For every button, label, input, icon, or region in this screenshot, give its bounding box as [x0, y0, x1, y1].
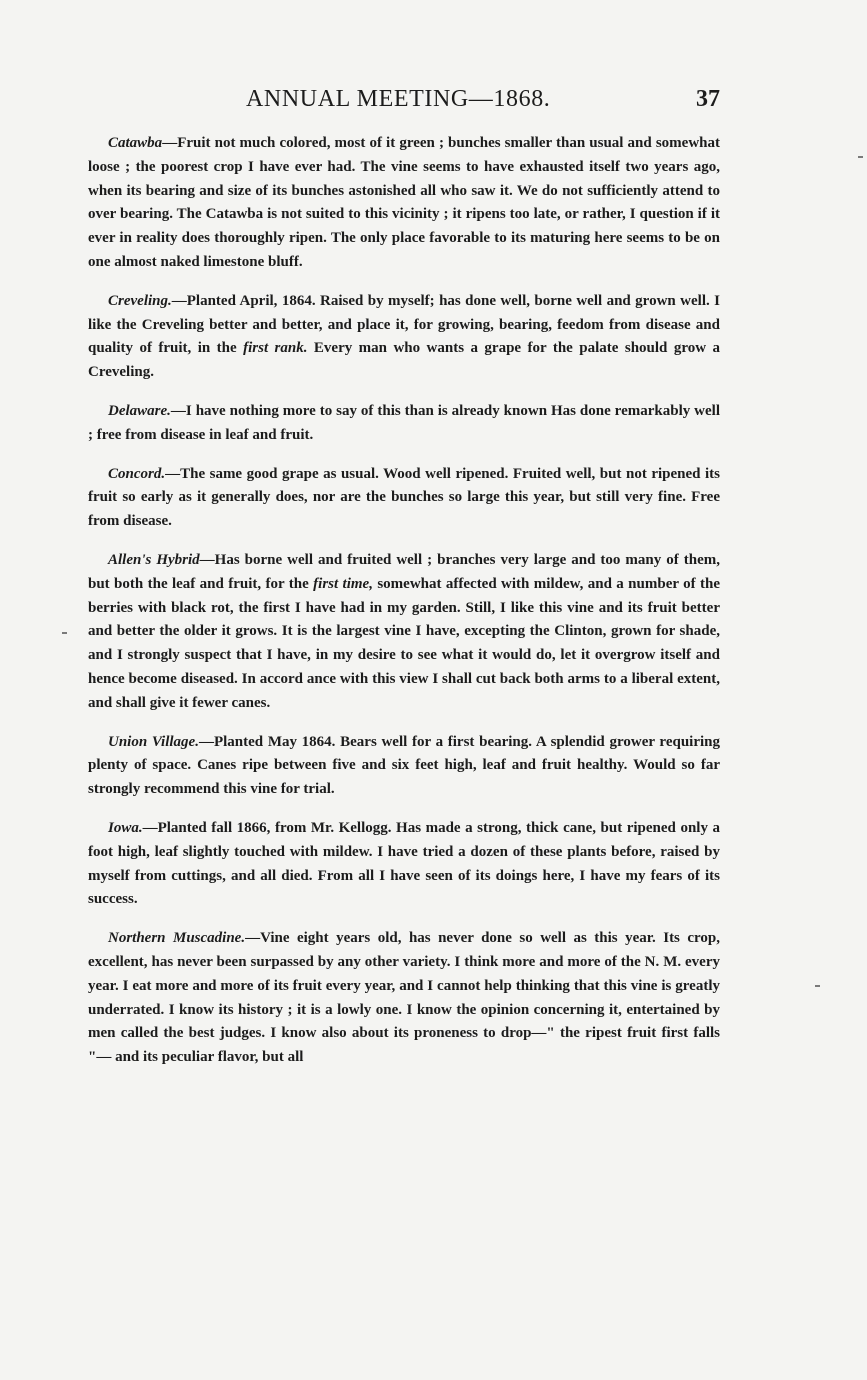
paragraph-text: —Planted May 1864. Bears well for a first bearing. A splendid grower requiring plenty of space. Canes ripe between five and six feet high, leaf and fruit healthy. Would so far strongly recommend this vine for trial.: [88, 733, 720, 798]
paragraph-text: —Has borne well and fruited well ; branches very large and too many of them, but both the leaf and fruit, for the: [88, 551, 720, 592]
paragraph-delaware: [88, 400, 720, 448]
paragraph-text: —Planted fall 1866, from Mr. Kellogg. Has made a strong, thick cane, but ripened only a foot high, leaf slightly touched with mildew. I have tried a dozen of these plants before, raised by myself from cuttings, and all died. From all I have seen of its doings here, I have my fears of its success.: [88, 819, 720, 908]
emphasis-text: first rank.: [243, 340, 308, 357]
margin-mark: [858, 156, 863, 158]
paragraph-text: —Planted April, 1864. Raised by myself; has done well, borne well and grown well. I like the Creveling better and better, and place it, for growing, bearing, feedom from disease and quality of fruit, in the: [88, 292, 720, 357]
paragraph-text-tail: Every man who wants a grape for the palate should grow a Creveling.: [88, 340, 720, 381]
paragraph-catawba: [88, 132, 720, 275]
paragraph-northern-muscadine: [88, 927, 720, 1070]
paragraph-text: —Fruit not much colored, most of it green ; bunches smaller than usual and somewhat loose ; the poorest crop I have ever had. The vine seems to have exhausted itself two years ago, when its bearing and size of its bunches astonished all who saw it. We do not sufficiently attend to over bearing. The Catawba is not suited to this vicinity ; it ripens too late, or rather, I question if it ever in reality does thoroughly ripen. The only place favorable to its maturing here seems to be on one almost naked limestone bluff.: [88, 135, 720, 270]
variety-name: Allen's Hybrid: [108, 551, 200, 568]
margin-mark: [815, 985, 820, 987]
paragraph-union-village: [88, 731, 720, 802]
page-number: 37: [696, 86, 720, 112]
paragraph-creveling: [88, 290, 720, 385]
variety-name: Iowa.: [108, 819, 143, 836]
paragraph-concord: [88, 463, 720, 534]
body-text: [88, 132, 720, 1085]
running-title: ANNUAL MEETING—1868.: [246, 86, 551, 112]
paragraph-text: —The same good grape as usual. Wood well ripened. Fruited well, but not ripened its fruit so early as it generally does, nor are the bunches so large this year, but still very fine. Free from disease.: [88, 465, 720, 530]
variety-name: Catawba: [108, 135, 163, 151]
variety-name: Concord.: [108, 465, 166, 482]
margin-mark: [62, 632, 67, 634]
variety-name: Union Village.: [108, 733, 199, 750]
paragraph-text-tail: somewhat affected with mildew, and a number of the berries with black rot, the first I have had in my garden. Still, I like this vine and its fruit better and better the older it grows. It is the largest vine I have, excepting the Clinton, grown for shade, and I strongly suspect that I have, in my desire to see what it would do, let it overgrow itself and hence become diseased. In accord ance with this view I shall cut back both arms to a liberal extent, and shall give it fewer canes.: [88, 575, 720, 711]
variety-name: Creveling.: [108, 292, 172, 309]
variety-name: Delaware.: [108, 402, 171, 419]
variety-name: Northern Muscadine.: [108, 930, 246, 947]
running-head: [88, 86, 720, 122]
paragraph-iowa: [88, 817, 720, 912]
paragraph-allens-hybrid: [88, 549, 720, 716]
paragraph-text: —Vine eight years old, has never done so well as this year. Its crop, excellent, has never been surpassed by any other variety. I think more and more of the N. M. every year. I eat more and more of its fruit every year, and I cannot help thinking that this vine is greatly underrated. I know its history ; it is a lowly one. I know the opinion concerning it, entertained by men called the best judges. I know also about its proneness to drop—" the ripest fruit first falls "— and its peculiar flavor, but all: [88, 930, 720, 1066]
paragraph-text: —I have nothing more to say of this than is already known Has done remarkably well ; free from disease in leaf and fruit.: [88, 402, 720, 443]
emphasis-text: first time,: [313, 575, 373, 592]
